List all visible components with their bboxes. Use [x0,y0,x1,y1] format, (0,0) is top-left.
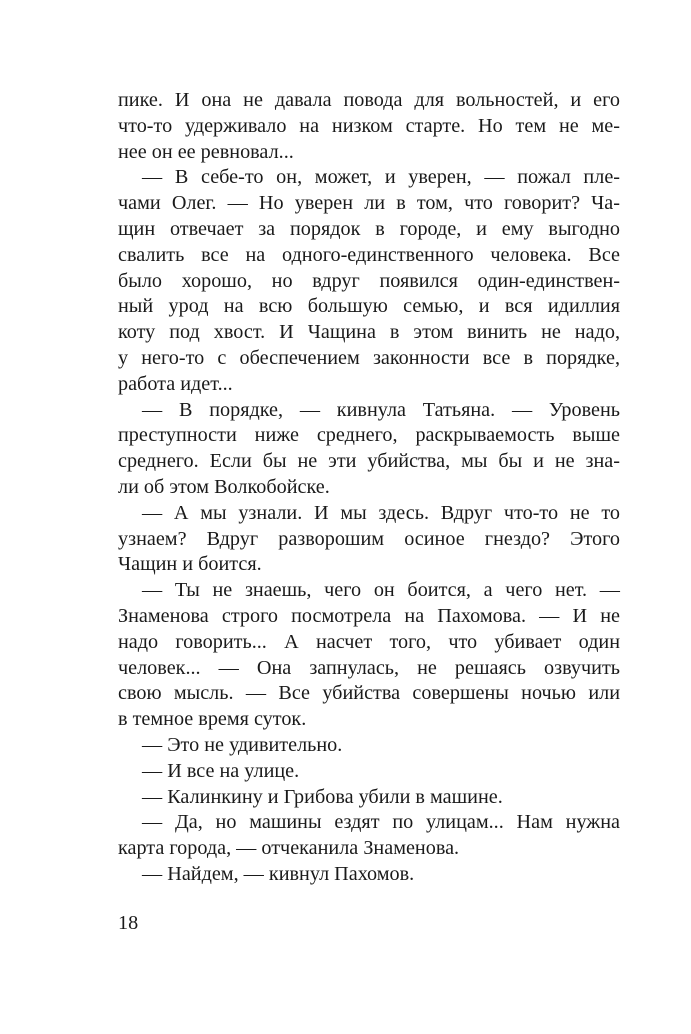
text-line: преступности ниже среднего, раскрываемость выше [118,424,620,447]
text-line: — В порядке, — кивнула Татьяна. — Уровень [142,398,620,421]
text-line: среднего. Если бы не эти убийства, мы бы и не зна- [118,450,620,473]
text-line: — Калинкину и Грибова убили в машине. [142,785,503,808]
text-line: чами Олег. — Но уверен ли в том, что говорит? Ча- [118,192,620,215]
text-line: — Это не удивительно. [142,733,343,756]
text-line: — Найдем, — кивнул Пахомов. [142,862,415,885]
text-line: — И все на улице. [142,759,300,782]
text-line: ли об этом Волкобойске. [118,475,330,498]
text-line: ный урод на всю большую семью, и вся идиллия [118,295,620,318]
text-line: пике. И она не давала повода для вольностей, и его [118,89,620,111]
text-line: свою мысль. — Все убийства совершены ночью или [118,682,620,705]
text-line: надо говорить... А насчет того, что убивает один [118,630,620,653]
text-line: нее он ее ревновал... [118,140,294,163]
text-line: Чащин и боится. [118,553,262,576]
text-line: коту под хвост. И Чащина в этом винить не надо, [118,321,620,344]
text-line: — В себе-то он, может, и уверен, — пожал пле- [142,166,620,189]
text-line: карта города, — отчеканила Знаменова. [118,837,460,860]
text-line: было хорошо, но вдруг появился один-единствен- [118,269,620,292]
text-line: — А мы узнали. И мы здесь. Вдруг что-то не то [142,501,620,524]
text-line: работа идет... [118,372,233,395]
text-line: щин отвечает за порядок в городе, и ему выгодно [118,217,620,240]
page-number: 18 [118,912,139,934]
text-line: — Ты не знаешь, чего он боится, а чего нет. — [142,579,620,602]
page-text-block [118,88,620,888]
text-line: у него-то с обеспечением законности все в порядке, [118,346,620,369]
text-line: свалить все на одного-единственного человека. Все [118,243,620,266]
text-line: человек... — Она запнулась, не решаясь озвучить [118,656,620,679]
text-line: Знаменова строго посмотрела на Пахомова. — И не [118,604,620,627]
text-line: узнаем? Вдруг разворошим осиное гнездо? Этого [118,527,620,550]
text-line: в темное время суток. [118,708,307,731]
text-line: — Да, но машины ездят по улицам... Нам нужна [142,811,620,834]
text-line: что-то удерживало на низком старте. Но тем не ме- [118,114,620,137]
